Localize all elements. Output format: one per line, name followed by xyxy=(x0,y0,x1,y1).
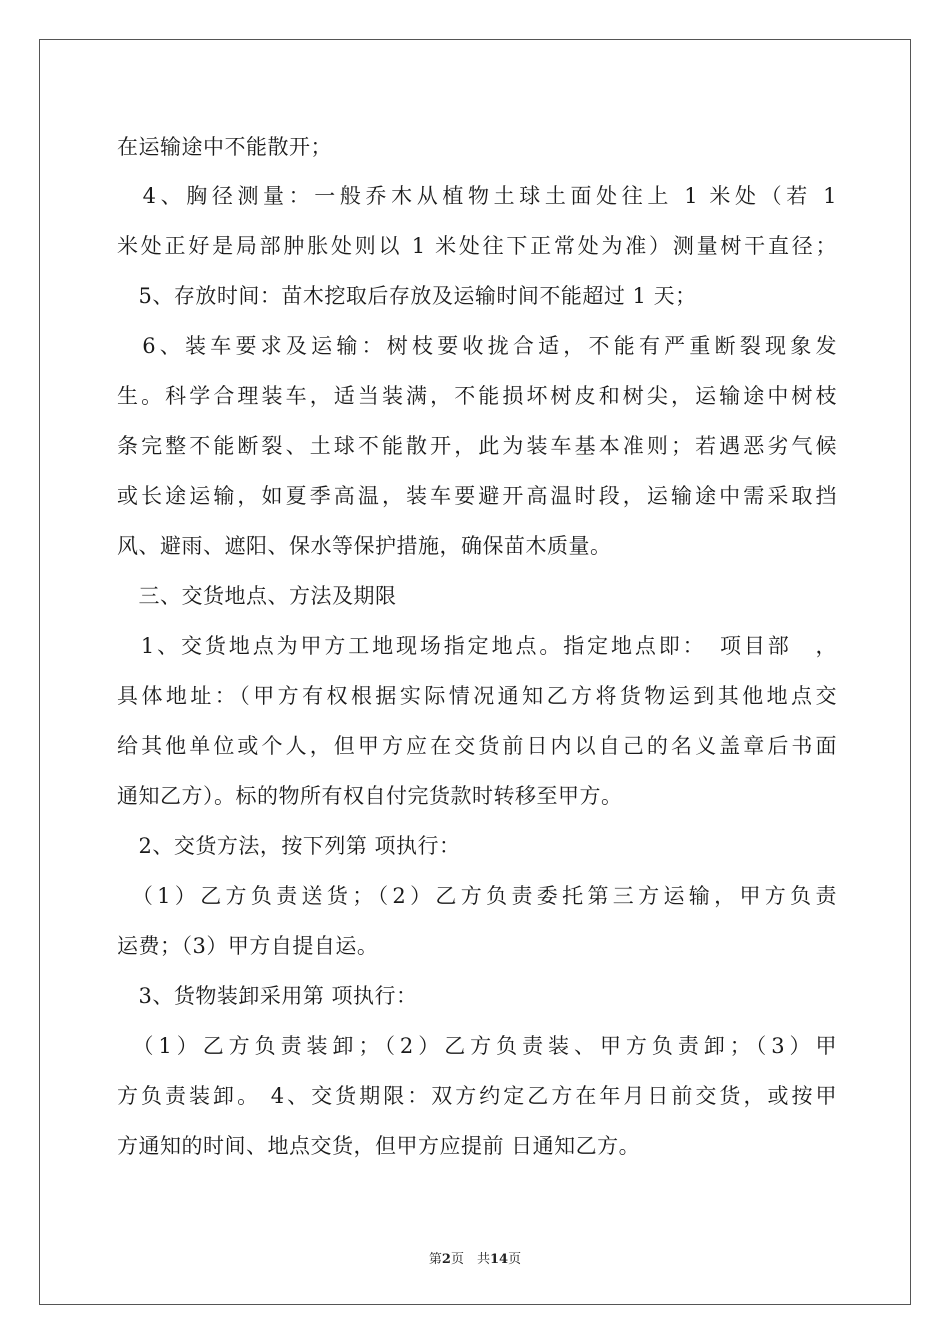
text-line: 方通知的时间、地点交货，但甲方应提前 日通知乙方。 xyxy=(117,1134,641,1158)
text-line: 生。科学合理装车，适当装满，不能损坏树皮和树尖，运输途中树枝 xyxy=(117,384,837,408)
footer-suffix: 页 xyxy=(508,1252,522,1267)
page-footer xyxy=(0,1248,950,1267)
text-line: （1）乙方负责送货；（2）乙方负责委托第三方运输，甲方负责 xyxy=(117,884,837,908)
text-line: 3、货物装卸采用第 项执行： xyxy=(117,984,418,1008)
page-number: 2 xyxy=(441,1252,451,1267)
text-line: 6、装车要求及运输：树枝要收拢合适，不能有严重断裂现象发 xyxy=(117,334,837,358)
text-line: 5、存放时间：苗木挖取后存放及运输时间不能超过 1 天； xyxy=(117,284,697,308)
text-line: 在运输途中不能散开； xyxy=(117,135,332,159)
text-line: 通知乙方）。标的物所有权自付完货款时转移至甲方。 xyxy=(117,784,623,808)
text-line: 或长途运输，如夏季高温，装车要避开高温时段，运输途中需采取挡 xyxy=(117,484,837,508)
footer-prefix: 第 xyxy=(428,1252,442,1267)
text-line: 运费；（3）甲方自提自运。 xyxy=(117,934,379,958)
text-line: 1、交货地点为甲方工地现场指定地点。指定地点即： 项目部 ， xyxy=(117,634,837,658)
text-line: 具体地址：（甲方有权根据实际情况通知乙方将货物运到其他地点交 xyxy=(117,684,837,708)
text-line: 米处正好是局部肿胀处则以 1 米处往下正常处为准）测量树干直径； xyxy=(117,234,837,258)
footer-mid: 页 共 xyxy=(450,1252,490,1267)
text-line: 风、避雨、遮阳、保水等保护措施，确保苗木质量。 xyxy=(117,534,612,558)
text-line: 条完整不能断裂、土球不能散开，此为装车基本准则；若遇恶劣气候 xyxy=(117,434,837,458)
text-line: 2、交货方法，按下列第 项执行： xyxy=(117,834,461,858)
text-line: （1）乙方负责装卸；（2）乙方负责装、甲方负责卸；（3）甲 xyxy=(117,1034,837,1058)
section-heading: 三、交货地点、方法及期限 xyxy=(117,584,397,608)
total-pages: 14 xyxy=(489,1252,509,1267)
text-line: 方负责装卸。 4、交货期限：双方约定乙方在年月日前交货，或按甲 xyxy=(117,1084,837,1108)
text-line: 4、胸径测量：一般乔木从植物土球土面处往上 1 米处（若 1 xyxy=(117,184,837,208)
text-line: 给其他单位或个人，但甲方应在交货前日内以自己的名义盖章后书面 xyxy=(117,734,837,758)
